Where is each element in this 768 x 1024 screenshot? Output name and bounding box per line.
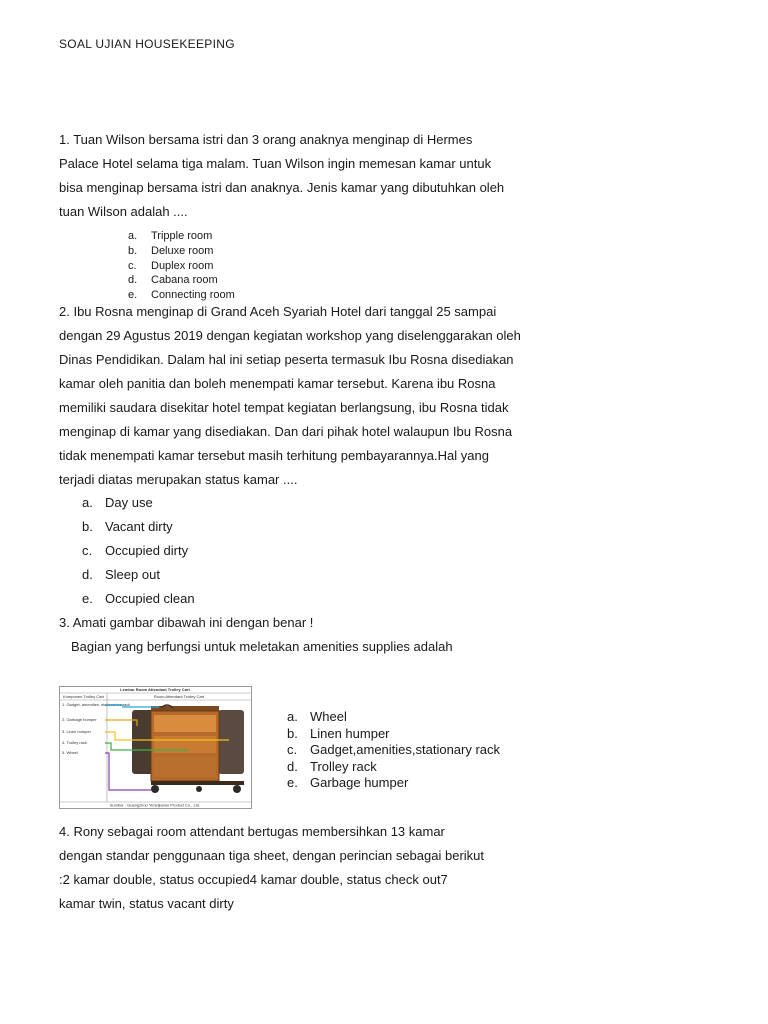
option-marker: a. (82, 495, 93, 510)
option-marker: d. (82, 567, 93, 582)
cart-base (151, 781, 244, 785)
option-marker: a. (287, 709, 298, 724)
wheel (233, 785, 241, 793)
option-marker: c. (287, 742, 298, 757)
document-title: SOAL UJIAN HOUSEKEEPING (59, 37, 235, 51)
option-a (128, 229, 235, 244)
option-text: Sleep out (105, 567, 160, 582)
option-d (287, 759, 500, 776)
trolley-cart-figure (59, 686, 252, 809)
top-shelf (151, 706, 219, 711)
question-4-line: 4. Rony sebagai room attendant bertugas membersihkan 13 kamar (59, 824, 445, 839)
question-2-line: memiliki saudara disekitar hotel tempat kegiatan berlangsung, ibu Rosna tidak (59, 400, 509, 415)
option-marker: a. (128, 230, 138, 242)
figure-title: Lembar Room Attendant Trolley Cart (120, 687, 190, 692)
option-marker: d. (287, 758, 298, 774)
figure-label-gadget: 1. Gadget, amenities, stationaries rack (62, 702, 131, 707)
question-2-line: dengan 29 Agustus 2019 dengan kegiatan workshop yang diselenggarakan oleh (59, 328, 521, 343)
question-4-line: kamar twin, status vacant dirty (59, 896, 234, 911)
option-text: Cabana room (151, 274, 218, 287)
question-1-line: tuan Wilson adalah .... (59, 204, 188, 219)
question-3-options (287, 709, 500, 792)
option-text: Trolley rack (310, 758, 377, 774)
wheel (151, 785, 159, 793)
option-text: Tripple room (151, 230, 213, 242)
figure-left-header: Komponen Trolley Cart (63, 694, 104, 699)
figure-source: Sumber : Guangzhou Yimeijiamei Product Co., Ltd. (109, 802, 201, 808)
option-text: Deluxe room (151, 244, 214, 257)
option-marker: c. (128, 259, 137, 272)
question-2-line: tidak menempati kamar tersebut masih terhitung pembayarannya.Hal yang (59, 448, 489, 463)
option-marker: e. (82, 591, 93, 606)
question-2 (59, 300, 521, 492)
trolley-cart-illustration (59, 686, 252, 809)
question-1-line: Palace Hotel selama tiga malam. Tuan Wilson ingin memesan kamar untuk (59, 156, 492, 171)
figure-label-trolley: 4. Trolley rack (62, 740, 87, 745)
cart-shelf (154, 757, 216, 777)
option-text: Wheel (310, 709, 347, 724)
question-1-line: 1. Tuan Wilson bersama istri dan 3 orang anaknya menginap di Hermes (59, 132, 473, 147)
question-2-options (82, 491, 195, 611)
option-b (82, 515, 195, 539)
option-text: Garbage humper (310, 775, 409, 790)
option-text: Occupied dirty (105, 543, 189, 558)
option-text: Duplex room (151, 259, 214, 272)
question-4 (59, 820, 484, 916)
question-2-line: kamar oleh panitia dan boleh menempati kamar tersebut. Karena ibu Rosna (59, 376, 496, 391)
option-marker: b. (128, 244, 138, 257)
figure-label-wheel: 5. Wheel (62, 750, 78, 755)
option-c (82, 539, 195, 563)
question-2-line: 2. Ibu Rosna menginap di Grand Aceh Syariah Hotel dari tanggal 25 sampai (59, 304, 497, 319)
question-3-line: 3. Amati gambar dibawah ini dengan benar ! (59, 615, 314, 630)
cart-shelf (154, 715, 216, 732)
option-text: Linen humper (310, 725, 390, 741)
option-a (287, 709, 500, 726)
option-marker: d. (128, 274, 138, 287)
question-2-line: Dinas Pendidikan. Dalam hal ini setiap peserta termasuk Ibu Rosna disediakan (59, 352, 514, 367)
question-2-line: terjadi diatas merupakan status kamar .... (59, 472, 298, 487)
option-text: Vacant dirty (105, 519, 173, 534)
wheel (196, 786, 202, 792)
option-e (82, 587, 195, 611)
question-2-line: menginap di kamar yang disediakan. Dan dari pihak hotel walaupun Ibu Rosna (59, 424, 513, 439)
option-d (82, 563, 195, 587)
option-marker: e. (128, 289, 138, 302)
option-marker: e. (287, 775, 298, 790)
question-1-options (128, 229, 235, 303)
option-b (287, 726, 500, 743)
option-text: Gadget,amenities,stationary rack (310, 742, 501, 757)
option-text: Occupied clean (105, 591, 195, 606)
option-marker: c. (82, 543, 93, 558)
question-1-line: bisa menginap bersama istri dan anaknya. Jenis kamar yang dibutuhkan oleh (59, 180, 505, 195)
option-marker: b. (82, 519, 93, 534)
option-c (287, 742, 500, 759)
question-1 (59, 128, 504, 224)
question-3-prompt: Bagian yang berfungsi untuk meletakan amenities supplies adalah (71, 639, 453, 654)
option-marker: b. (287, 725, 298, 741)
figure-label-linen: 3. Linen humper (62, 729, 91, 734)
option-e (287, 775, 500, 792)
option-c (128, 259, 235, 274)
option-a (82, 491, 195, 515)
figure-label-garbage: 2. Garbage humper (62, 717, 97, 722)
option-text: Connecting room (151, 289, 235, 302)
question-4-line: :2 kamar double, status occupied4 kamar double, status check out7 (59, 872, 448, 887)
linen-bag-right (218, 710, 244, 774)
option-text: Day use (105, 495, 153, 510)
option-b (128, 244, 235, 259)
question-4-line: dengan standar penggunaan tiga sheet, dengan perincian sebagai berikut (59, 848, 485, 863)
option-d (128, 273, 235, 288)
figure-right-header: Room Attendant Trolley Cart (153, 694, 205, 699)
